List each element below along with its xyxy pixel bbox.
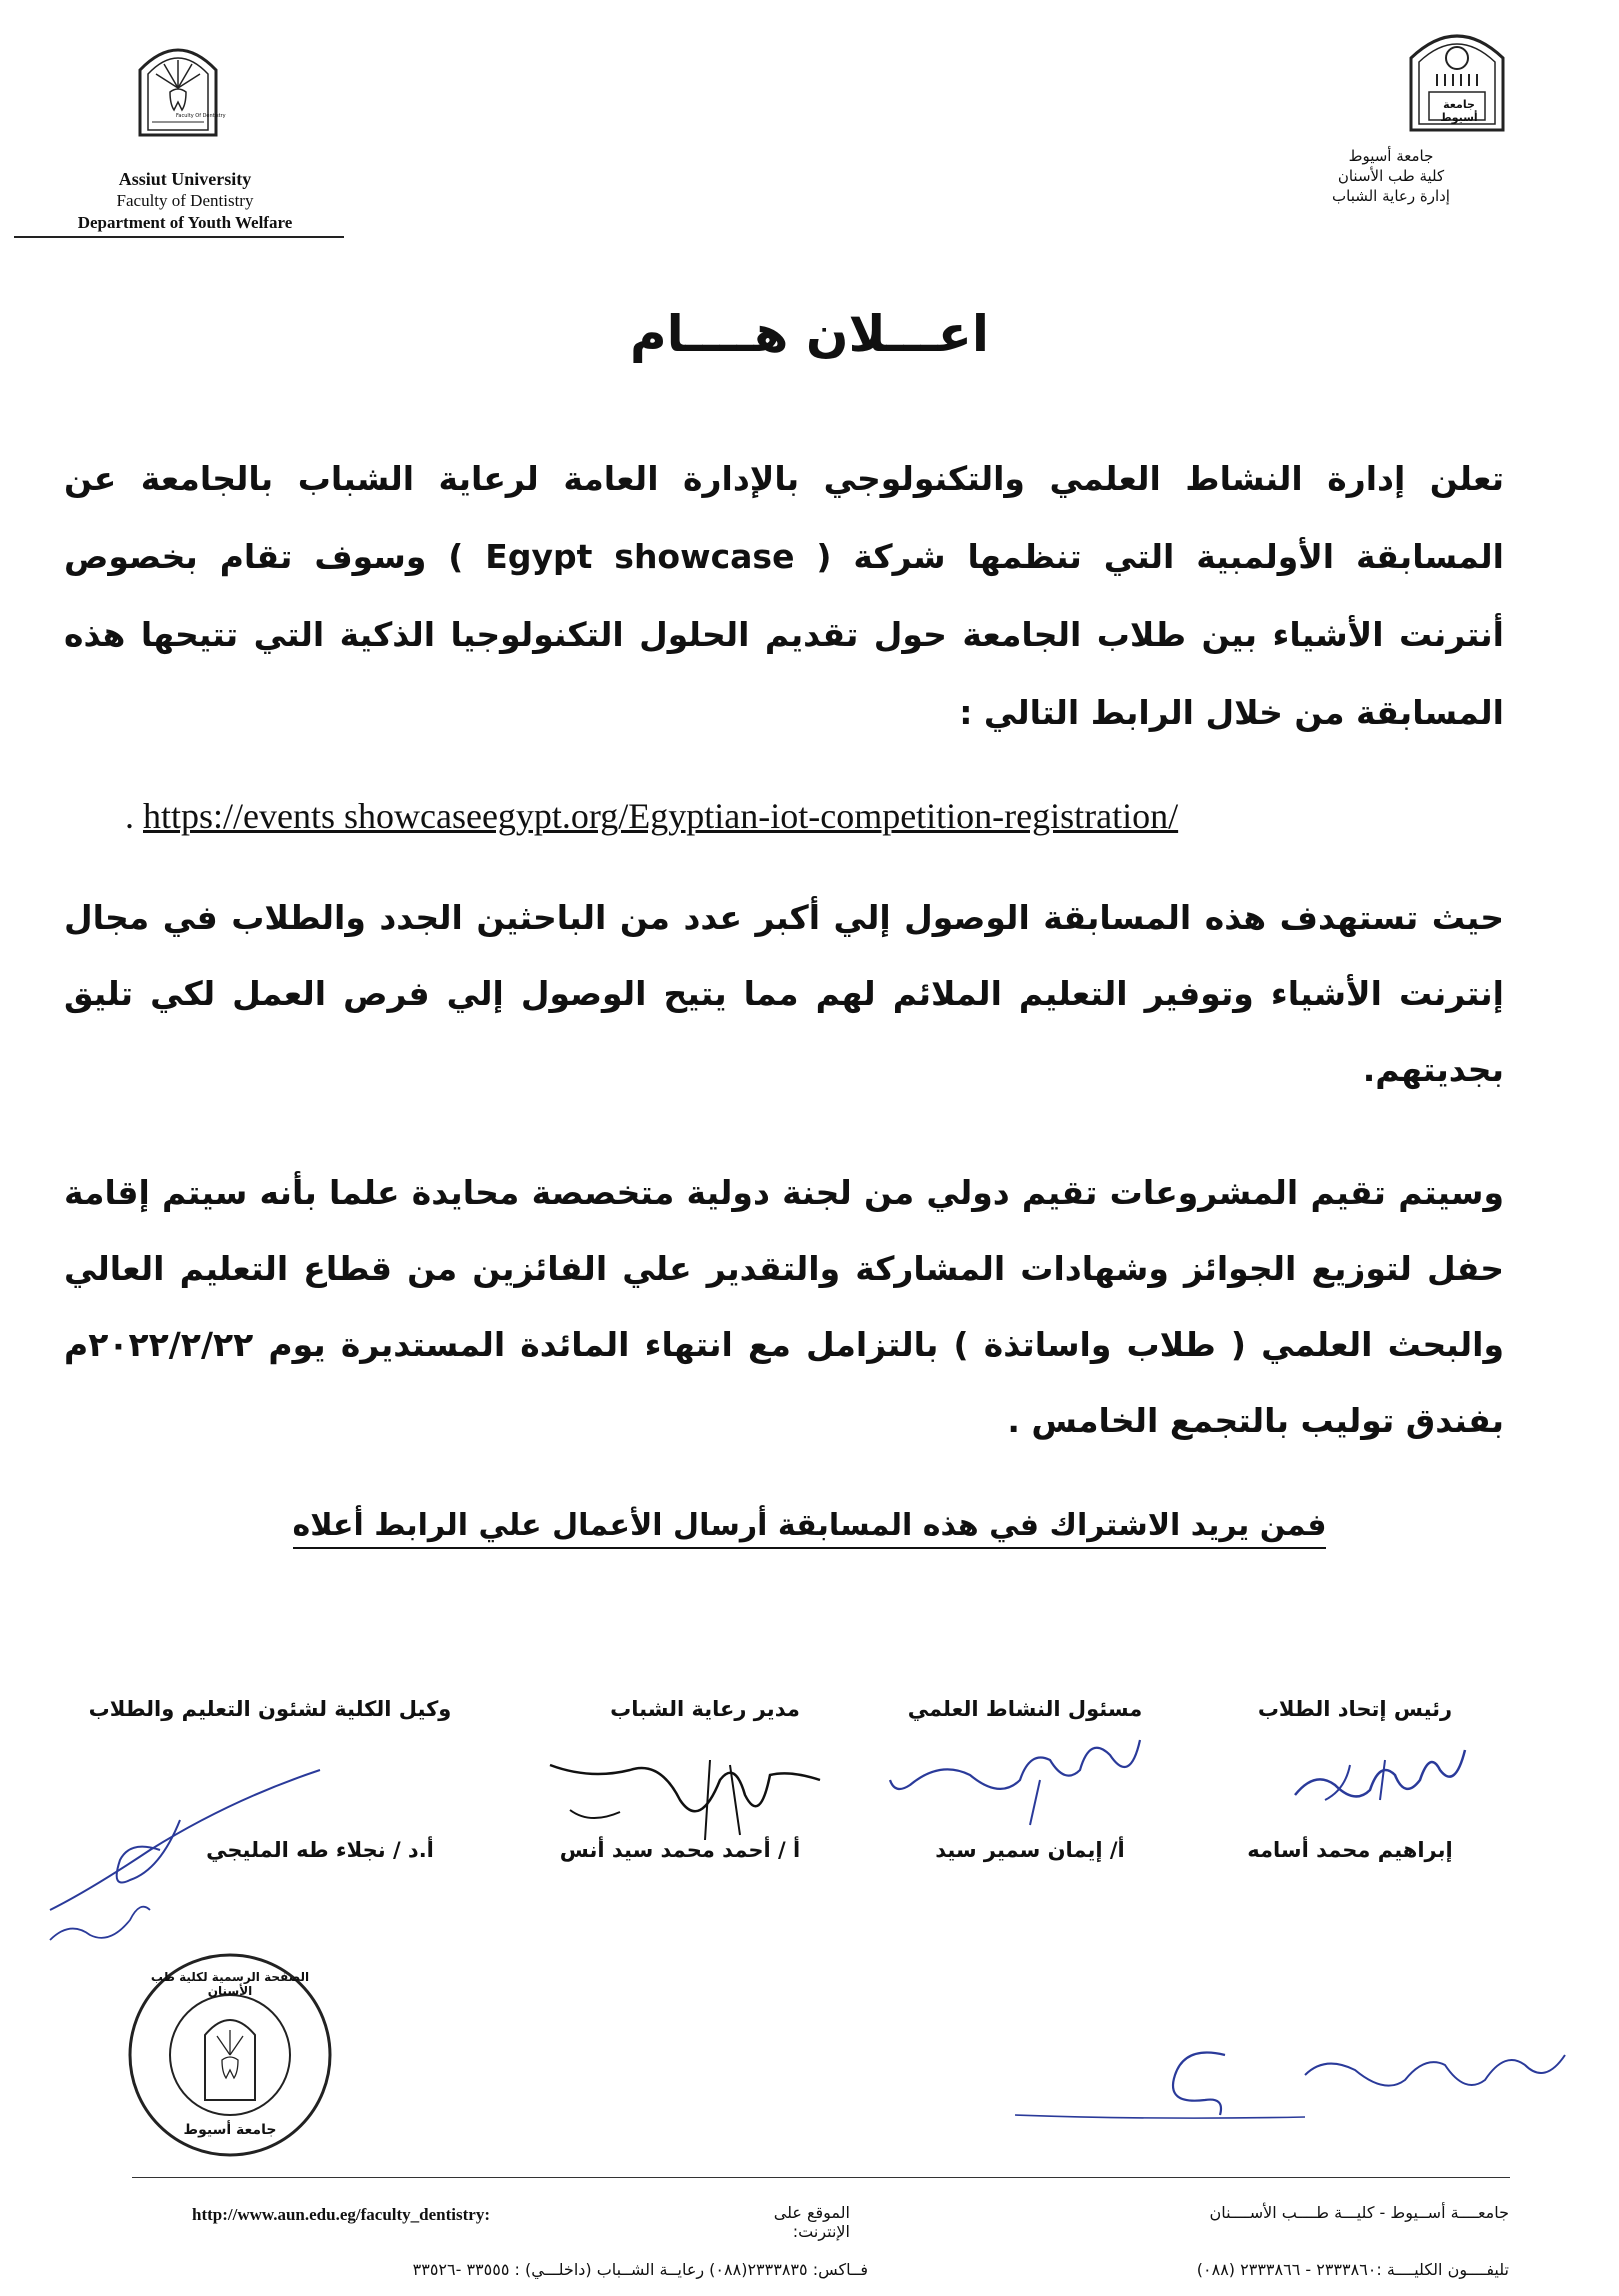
english-header: [30, 168, 340, 234]
university-name-ar: جامعة أسيوط: [1348, 147, 1434, 165]
signatory-name-2: أ/ إيمان سمير سيد: [935, 1838, 1125, 1862]
call-to-action-text: فمن يريد الاشتراك في هذه المسابقة أرسال الأعمال علي الرابط أعلاه: [293, 1508, 1327, 1549]
announcement-title: اعـــلان هــــام: [629, 305, 990, 363]
department-name-en: Department of Youth Welfare: [77, 213, 293, 232]
paragraph-intro: تعلن إدارة النشاط العلمي والتكنولوجي بالإدارة العامة لرعاية الشباب بالجامعة عن المسابقة الأولمبية التي تنظمها شركة ( Egypt showcase ) وسوف تقام بخصوص أنترنت الأشياء بين طلاب الجامعة حول تقديم الحلول التكنولوجيا الذكية التي تتيحها هذه المسابقة من خلال الرابط التالي :: [64, 459, 1504, 732]
paragraph-evaluation: وسيتم تقيم المشروعات تقيم دولي من لجنة دولية متخصصة محايدة علما بأنه سيتم إقامة حفل لتوزيع الجوائز وشهادات المشاركة والتقدير علي الفائزين من قطاع التعليم العالي والبحث العلمي ( طلاب واساتذة ) بالتزامل مع انتهاء المائدة المستديرة يوم ٢٠٢٢/٢/٢٢م بفندق توليب بالتجمع الخامس .: [64, 1173, 1504, 1440]
footer-fax: فــاكس: ٢٣٣٣٨٣٥(٠٨٨) رعايــة الشــباب (داخلـــي) : ٣٣٥٥٥ -٣٣٥٢٦: [412, 2260, 868, 2279]
signature-2: [880, 1725, 1160, 1835]
footer-website-url: http://www.aun.edu.eg/faculty_dentistry:: [192, 2205, 490, 2224]
university-logo-text: جامعة أسيوط: [1440, 98, 1478, 124]
faculty-name-ar: كلية طب الأسنان: [1337, 167, 1445, 185]
signatory-name-4: أ.د / نجلاء طه المليجي: [206, 1838, 434, 1862]
faculty-of-dentistry-emblem-icon: [128, 30, 228, 140]
signature-1: [1255, 1730, 1485, 1820]
signatory-name-1: إبراهيم محمد أسامه: [1247, 1838, 1453, 1862]
signatory-title-1: رئيس إتحاد الطلاب: [1257, 1697, 1453, 1721]
arabic-header: [1281, 146, 1501, 206]
call-to-action: [0, 1508, 1619, 1543]
paragraph-goal: حيث تستهدف هذه المسابقة الوصول إلي أكبر عدد من الباحثين الجدد والطلاب في مجال إنترنت الأشياء وتوفير التعليم الملائم لهم مما يتيح الوصول إلي فرص العمل لكي تليق بجديتهم.: [64, 898, 1504, 1089]
signatory-title-2: مسئول النشاط العلمي: [907, 1697, 1143, 1721]
footer-university: جامعــــة أســيوط - كليـــة طــــب الأســــنان: [1209, 2203, 1509, 2222]
header-divider: [14, 236, 344, 238]
stamp-ring-text: الصفحة الرسمية لكلية طب الأسنان: [150, 1970, 310, 1998]
signatory-name-3: أ / أحمد محمد سيد أنس: [559, 1838, 801, 1862]
signature-3: [530, 1740, 840, 1850]
link-period: .: [125, 796, 134, 836]
handwritten-note: [1005, 2025, 1585, 2135]
registration-link-line: [125, 795, 1178, 837]
signatory-title-4: وكيل الكلية لشئون التعليم والطلاب: [88, 1697, 452, 1721]
faculty-name-en: Faculty of Dentistry: [116, 191, 254, 210]
faculty-logo-text: Faculty Of Dentistry: [176, 113, 226, 119]
footer-phone: تليفــــون الكليــــة :٢٣٣٣٨٦٠ - ٢٣٣٣٨٦٦ (٠٨٨): [1196, 2260, 1509, 2279]
department-name-ar: إدارة رعاية الشباب: [1332, 187, 1450, 205]
university-name-en: Assiut University: [118, 169, 252, 189]
university-logo: [1405, 22, 1509, 134]
registration-link[interactable]: https://events showcaseegypt.org/Egyptian-iot-competition-registration/: [143, 796, 1179, 836]
footer-website-label: الموقع على الإنترنت:: [773, 2203, 850, 2241]
official-stamp: [125, 1950, 335, 2164]
faculty-logo: [128, 30, 228, 140]
stamp-bottom-text: جامعة أسيوط: [183, 2122, 277, 2138]
signatory-title-3: مدير رعاية الشباب: [610, 1697, 800, 1721]
footer-divider: [132, 2177, 1510, 2178]
